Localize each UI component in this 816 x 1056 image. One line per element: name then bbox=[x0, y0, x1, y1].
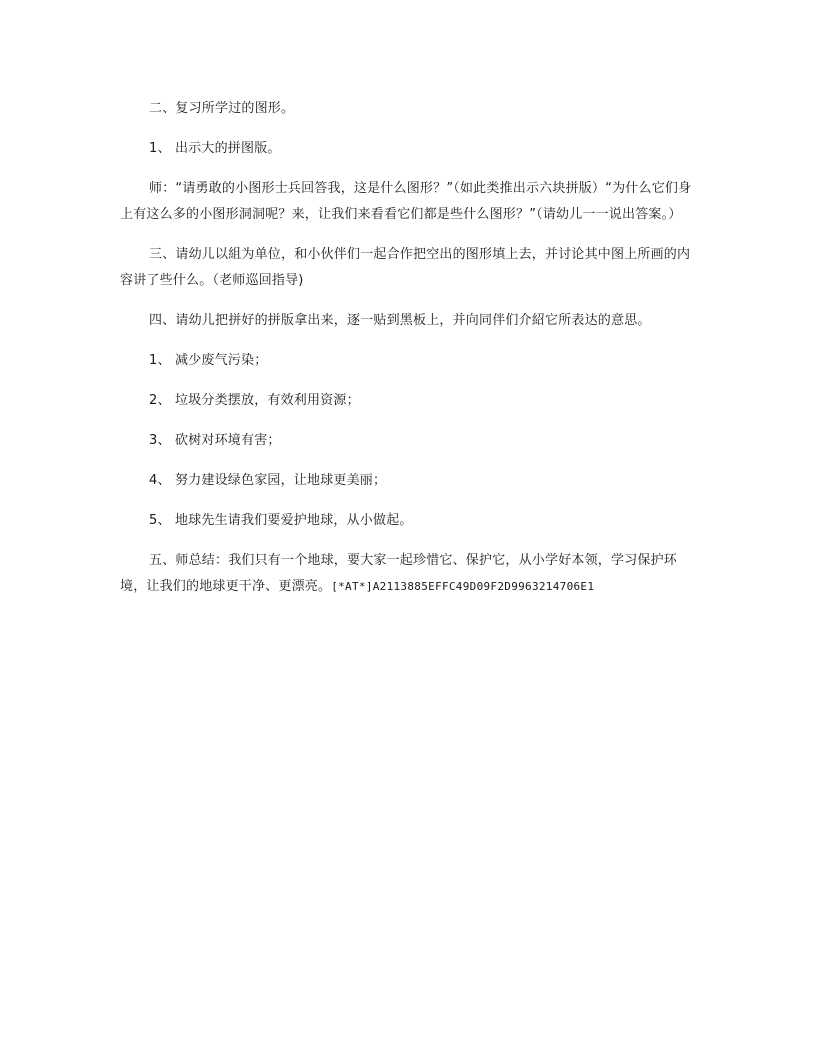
list-item-2: 2、 垃圾分类摆放，有效利用资源； bbox=[149, 393, 360, 408]
document-code: [*AT*]A2113885EFFC49D09F2D9963214706E1 bbox=[331, 580, 595, 593]
document-body bbox=[120, 96, 696, 600]
section-heading-review-shapes: 二、复习所学过的图形。 bbox=[149, 101, 295, 116]
section-three-group-work: 三、请幼儿以組为单位，和小伙伴们一起合作把空出的图形填上去，并讨论其中图上所画的内容讲了些什么。（老师巡回指导) bbox=[120, 247, 691, 288]
section-four-present-boards: 四、请幼儿把拼好的拼版拿出来，逐一贴到黑板上，并向同伴们介紹它所表达的意思。 bbox=[149, 313, 651, 328]
list-item-1: 1、 减少废气污染； bbox=[149, 353, 268, 368]
list-item-5: 5、 地球先生请我们要爱护地球，从小做起。 bbox=[149, 513, 413, 528]
step-show-puzzle-board: 1、 出示大的拼图版。 bbox=[149, 141, 281, 156]
list-item-4: 4、 努力建设绿色家园，让地球更美丽； bbox=[149, 473, 387, 488]
section-five-summary bbox=[120, 548, 696, 600]
list-item-3: 3、 砍树对环境有害； bbox=[149, 433, 281, 448]
summary-text: 五、师总结：我们只有一个地球，要大家一起珍惜它、保护它，从小学好本领，学习保护环境，让我们的地球更干净、更漂亮。 bbox=[120, 553, 678, 594]
teacher-dialogue-paragraph: 师：“请勇敢的小图形士兵回答我，这是什么图形？”（如此类推出示六块拼版）“为什么它们身上有这么多的小图形洞洞呢？来，让我们来看看它们都是些什么图形？”（请幼儿一一说出答案。） bbox=[120, 181, 692, 222]
